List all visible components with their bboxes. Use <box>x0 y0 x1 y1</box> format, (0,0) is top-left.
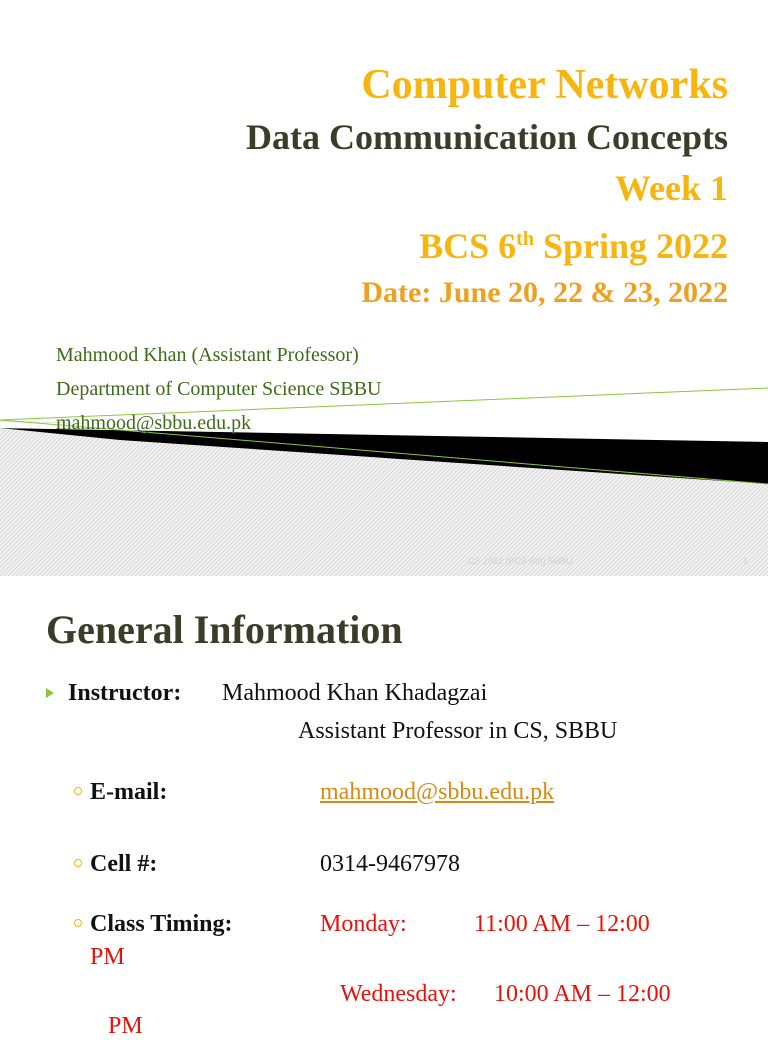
slide-number: 1 <box>742 556 748 566</box>
program-suffix: Spring 2022 <box>533 226 728 266</box>
cell-label: Cell #: <box>90 851 158 877</box>
instructor-role: Assistant Professor in CS, SBBU <box>298 718 618 744</box>
program-label <box>246 214 728 271</box>
author-name: Mahmood Khan (Assistant Professor) <box>56 344 359 366</box>
author-email: mahmood@sbbu.edu.pk <box>56 412 252 434</box>
course-subtitle: Data Communication Concepts <box>246 117 728 157</box>
author-info <box>56 338 382 440</box>
date-label: Date: June 20, 22 & 23, 2022 <box>361 276 728 309</box>
slide-footer: CS 2022 (BCS-6th) SBBU <box>468 556 573 566</box>
cell-value: 0314-9467978 <box>320 851 460 877</box>
title-block <box>246 58 728 315</box>
wednesday-time: 10:00 AM – 12:00 <box>494 981 671 1007</box>
bullet-arrow-icon <box>46 688 54 698</box>
timing-label: Class Timing: <box>90 911 233 937</box>
bullet-circle-icon <box>74 787 82 795</box>
week-label: Week 1 <box>615 168 728 208</box>
program-ordinal: th <box>516 228 534 250</box>
wednesday-day: Wednesday: <box>340 981 457 1007</box>
author-department: Department of Computer Science SBBU <box>56 378 382 400</box>
general-info-slide <box>0 576 768 1039</box>
wednesday-pm: PM <box>108 1013 143 1039</box>
bullet-circle-icon <box>74 919 82 927</box>
email-link[interactable]: mahmood@sbbu.edu.pk <box>320 779 555 805</box>
instructor-label: Instructor: <box>68 680 182 706</box>
monday-pm: PM <box>90 944 125 970</box>
slide-title: General Information <box>46 607 403 652</box>
monday-day: Monday: <box>320 911 407 937</box>
instructor-row <box>68 680 181 707</box>
bullet-circle-icon <box>74 859 82 867</box>
monday-time: 11:00 AM – 12:00 <box>474 911 650 937</box>
email-label: E-mail: <box>90 779 168 805</box>
course-title: Computer Networks <box>361 62 728 108</box>
instructor-name: Mahmood Khan Khadagzai <box>222 680 488 706</box>
program-prefix: BCS 6 <box>419 226 517 266</box>
